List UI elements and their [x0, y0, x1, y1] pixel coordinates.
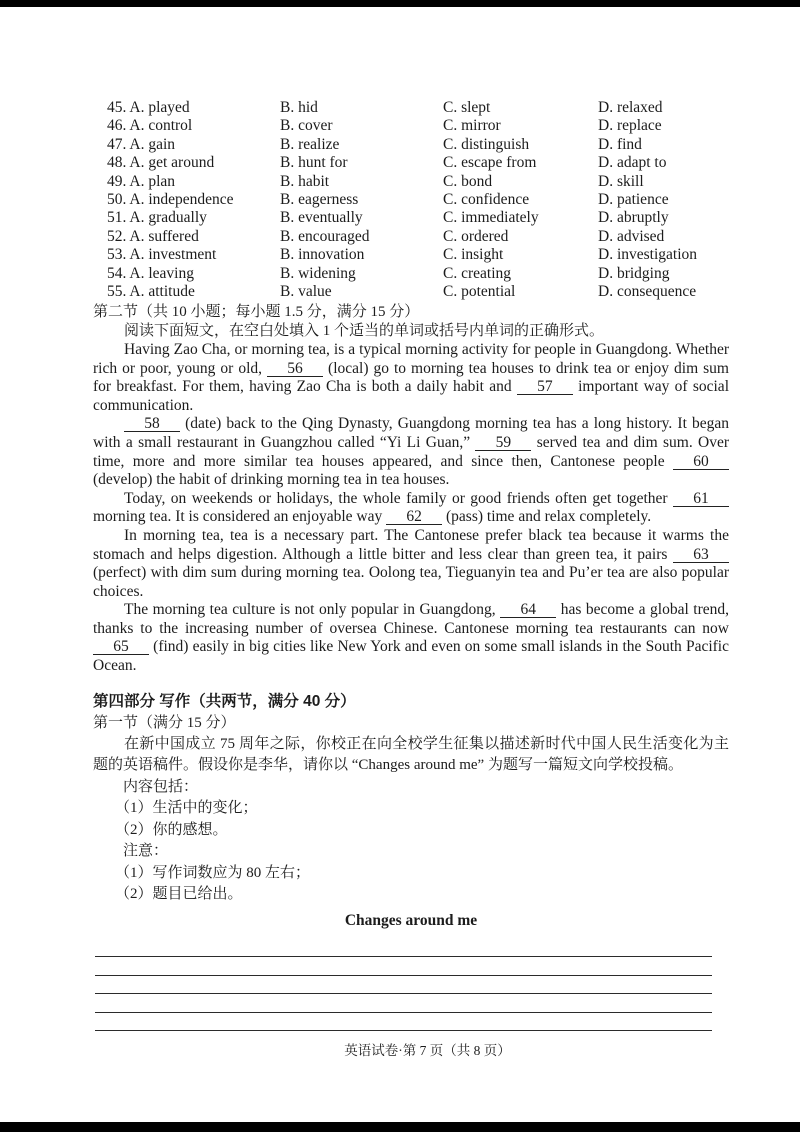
cloze-paragraph: Today, on weekends or holidays, the whole family or good friends often get together 61 morning tea. It is considered an enjoyable way 62 (pass) time and relax completely.: [93, 490, 729, 527]
option-cell: C. creating: [443, 264, 512, 282]
notes-label: 注意：: [123, 843, 169, 860]
writing-prompt: 在新中国成立 75 周年之际，你校正在向全校学生征集以描述新时代中国人民生活变化为主题的英语稿件。假设你是李华，请你以 “Changes around me” 为题写一篇短文向学校投稿。: [93, 735, 729, 774]
option-cell: D. find: [598, 135, 642, 153]
mcq-row: [107, 209, 729, 227]
option-cell: B. hunt for: [280, 154, 348, 172]
option-cell: D. abruptly: [598, 209, 669, 227]
answer-lines: [95, 939, 712, 1032]
option-cell: 45. A. played: [107, 99, 190, 116]
option-cell: C. potential: [443, 283, 516, 301]
part4-heading: 第四部分 写作（共两节，满分 40 分）: [93, 692, 356, 710]
cloze-blank-61: 61: [673, 491, 729, 507]
note-item: （1）写作词数应为 80 左右；: [115, 864, 311, 881]
option-cell: C. immediately: [443, 209, 539, 227]
content-label: 内容包括：: [123, 778, 199, 795]
option-cell: B. innovation: [280, 246, 365, 264]
mcq-row: [107, 154, 729, 172]
mcq-row: [107, 117, 729, 135]
mcq-row: [107, 99, 729, 117]
option-cell: D. bridging: [598, 264, 670, 282]
writing-line: [95, 939, 712, 958]
writing-line: [95, 994, 712, 1013]
mcq-row: [107, 265, 729, 283]
content-item: （1）生活中的变化；: [115, 800, 258, 817]
cloze-passage: [93, 341, 729, 676]
essay-title: Changes around me: [344, 911, 478, 929]
writing-part: [93, 691, 729, 930]
section2-heading: 第二节（共 10 小题；每小题 1.5 分，满分 15 分）: [93, 304, 420, 321]
mcq-row: [107, 246, 729, 264]
part4-section1-heading: 第一节（满分 15 分）: [93, 714, 236, 731]
page-footer-text: 英语试卷·第 7 页（共 8 页）: [344, 1043, 511, 1058]
option-cell: 46. A. control: [107, 117, 193, 135]
option-cell: 54. A. leaving: [107, 264, 194, 282]
cloze-blank-57: 57: [517, 379, 573, 395]
mcq-row: [107, 283, 729, 301]
content-item: （2）你的感想。: [115, 821, 228, 838]
option-cell: C. escape from: [443, 154, 537, 172]
cloze-blank-65: 65: [93, 639, 149, 655]
option-cell: 53. A. investment: [107, 246, 217, 264]
cloze-blank-56: 56: [267, 361, 323, 377]
option-cell: 47. A. gain: [107, 135, 176, 153]
cloze-paragraph: 58 (date) back to the Qing Dynasty, Guangdong morning tea has a long history. It began with a small restaurant in Guangzhou called “Yi Li Guan,” 59 served tea and dim sum. Over time, more and more similar tea houses appeared, and since then, Cantonese people 60 (develop) the habit of drinking morning tea in tea houses.: [93, 415, 729, 489]
option-cell: B. encouraged: [280, 227, 370, 245]
note-item: （2）题目已给出。: [115, 886, 243, 903]
option-cell: C. slept: [443, 99, 491, 116]
cloze-paragraph: The morning tea culture is not only popular in Guangdong, 64 has become a global trend, thanks to the increasing number of oversea Chinese. Cantonese morning tea restaurants can now 65 (find) easily in big cities like New York and even on some small islands in the South Pacific Ocean.: [93, 601, 729, 675]
option-cell: D. replace: [598, 117, 662, 135]
option-cell: D. relaxed: [598, 99, 663, 116]
mcq-row: [107, 136, 729, 154]
option-cell: B. eagerness: [280, 191, 359, 209]
option-cell: 51. A. gradually: [107, 209, 207, 227]
mcq-row: [107, 228, 729, 246]
option-cell: B. cover: [280, 117, 333, 135]
cloze-blank-58: 58: [124, 416, 180, 432]
option-cell: C. ordered: [443, 227, 509, 245]
cloze-blank-59: 59: [475, 435, 531, 451]
cloze-paragraph: In morning tea, tea is a necessary part. The Cantonese prefer black tea because it warms the stomach and helps digestion. Although a little bitter and less clear than green tea, it pairs 63 (perfect) with dim sum during morning tea. Oolong tea, Tieguanyin tea and Pu’er tea are also popular choices.: [93, 526, 729, 600]
option-cell: C. insight: [443, 246, 504, 264]
writing-line: [95, 957, 712, 976]
mcq-row: [107, 191, 729, 209]
section2-instruction: 阅读下面短文，在空白处填入 1 个适当的单词或括号内单词的正确形式。: [124, 323, 605, 340]
scan-edge-bottom: [0, 1122, 800, 1132]
cloze-paragraph: Having Zao Cha, or morning tea, is a typical morning activity for people in Guangdong. Whether rich or poor, young or old, 56 (local) go to morning tea houses to drink tea or enjoy dim sum for breakfast. For them, having Zao Cha is both a daily habit and 57 important way of social communication.: [93, 340, 729, 414]
cloze-blank-62: 62: [386, 509, 442, 525]
option-cell: B. eventually: [280, 209, 363, 227]
option-cell: 48. A. get around: [107, 154, 215, 172]
option-cell: 49. A. plan: [107, 172, 176, 190]
option-cell: B. widening: [280, 264, 356, 282]
option-cell: C. bond: [443, 172, 493, 190]
option-cell: D. adapt to: [598, 154, 667, 172]
option-cell: 55. A. attitude: [107, 283, 195, 301]
writing-line: [95, 976, 712, 995]
option-cell: B. habit: [280, 172, 330, 190]
option-cell: 52. A. suffered: [107, 227, 199, 245]
option-cell: 50. A. independence: [107, 191, 234, 209]
scan-edge-top: [0, 0, 800, 7]
option-cell: D. consequence: [598, 283, 697, 301]
page-footer: [0, 1039, 800, 1059]
cloze-blank-63: 63: [673, 547, 729, 563]
exam-page: [93, 7, 729, 1031]
option-cell: D. advised: [598, 227, 665, 245]
option-cell: B. realize: [280, 135, 340, 153]
option-cell: B. hid: [280, 99, 318, 116]
option-cell: D. skill: [598, 172, 644, 190]
option-cell: B. value: [280, 283, 332, 301]
option-cell: C. mirror: [443, 117, 501, 135]
cloze-blank-60: 60: [673, 454, 729, 470]
option-cell: D. investigation: [598, 246, 698, 264]
mcq-option-table: [93, 99, 729, 301]
option-cell: C. distinguish: [443, 135, 530, 153]
writing-line: [95, 1013, 712, 1032]
option-cell: D. patience: [598, 191, 669, 209]
option-cell: C. confidence: [443, 191, 530, 209]
mcq-row: [107, 173, 729, 191]
cloze-blank-64: 64: [500, 602, 556, 618]
